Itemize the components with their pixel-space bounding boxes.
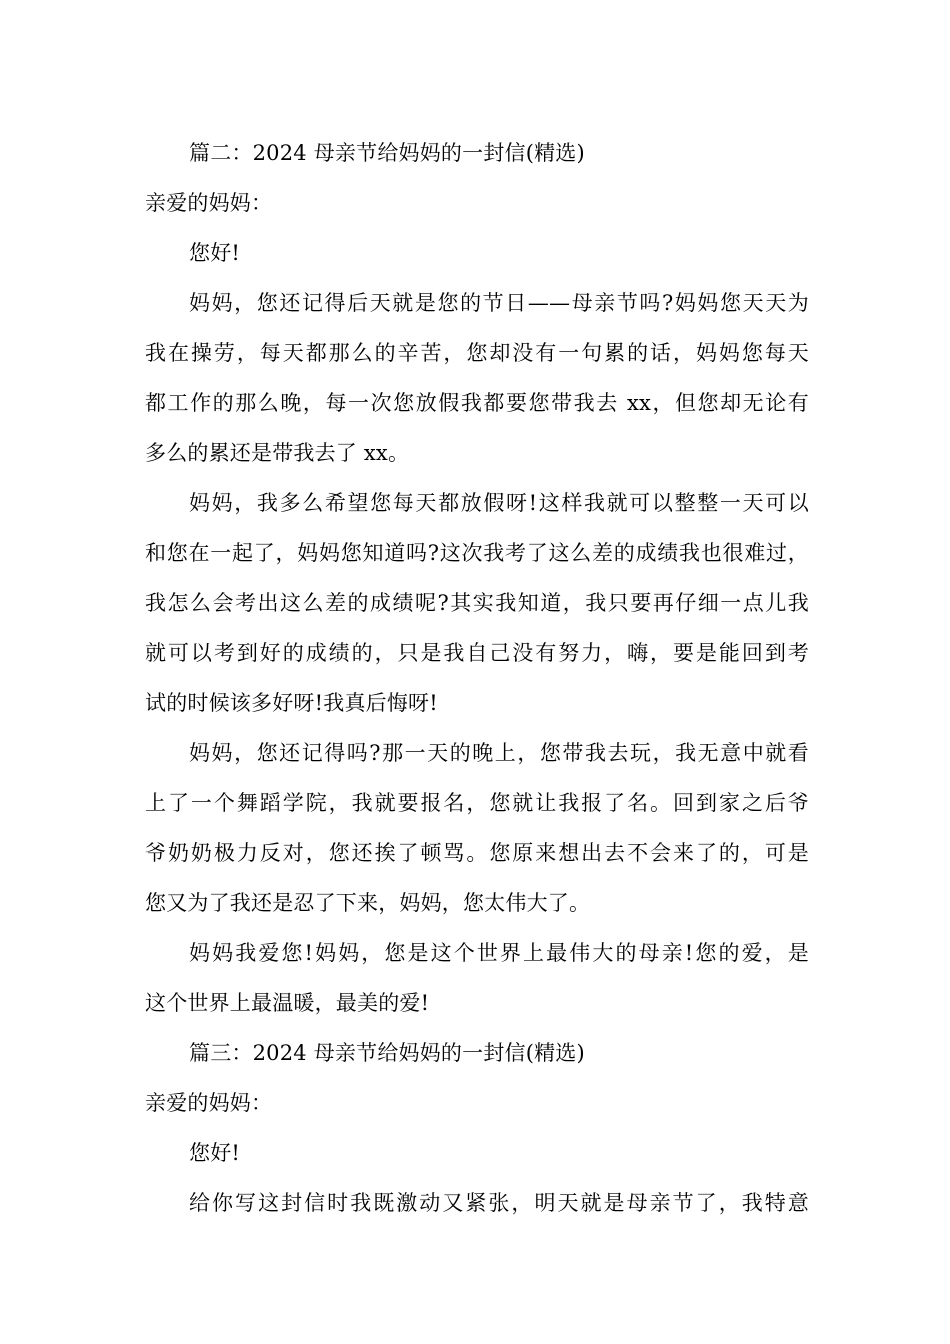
letter-body xyxy=(145,128,809,1228)
paragraph-line: 我怎么会考出这么差的成绩呢?其实我知道，我只要再仔细一点儿我 xyxy=(145,591,809,615)
paragraph-line: 试的时候该多好呀!我真后悔呀! xyxy=(145,691,438,715)
paragraph-line: 妈妈，您还记得吗?那一天的晚上，您带我去玩，我无意中就看 xyxy=(189,741,809,765)
salutation: 亲爱的妈妈： xyxy=(145,191,273,215)
paragraph-line: 上了一个舞蹈学院，我就要报名，您就让我报了名。回到家之后爷 xyxy=(145,791,809,815)
section-heading: 篇二：2024 母亲节给妈妈的一封信(精选) xyxy=(189,141,585,165)
paragraph-line: 妈妈，您还记得后天就是您的节日——母亲节吗?妈妈您天天为 xyxy=(189,291,809,315)
paragraph-line: 您又为了我还是忍了下来，妈妈，您太伟大了。 xyxy=(145,891,591,915)
paragraph-line: 都工作的那么晚，每一次您放假我都要您带我去 xx，但您却无论有 xyxy=(145,391,809,415)
paragraph-line: 爷奶奶极力反对，您还挨了顿骂。您原来想出去不会来了的，可是 xyxy=(145,841,809,865)
paragraph-line: 我在操劳，每天都那么的辛苦，您却没有一句累的话，妈妈您每天 xyxy=(145,341,809,365)
paragraph-line: 和您在一起了，妈妈您知道吗?这次我考了这么差的成绩我也很难过， xyxy=(145,541,809,565)
paragraph-line: 妈妈，我多么希望您每天都放假呀!这样我就可以整整一天可以 xyxy=(189,491,809,515)
paragraph-line: 多么的累还是带我去了 xx。 xyxy=(145,441,410,465)
greeting: 您好! xyxy=(189,1141,241,1165)
paragraph-line: 就可以考到好的成绩的，只是我自己没有努力，嗨，要是能回到考 xyxy=(145,641,809,665)
section-heading: 篇三：2024 母亲节给妈妈的一封信(精选) xyxy=(189,1041,585,1065)
paragraph-line: 这个世界上最温暖，最美的爱! xyxy=(145,991,430,1015)
paragraph-line: 妈妈我爱您!妈妈，您是这个世界上最伟大的母亲!您的爱，是 xyxy=(189,941,809,965)
greeting: 您好! xyxy=(189,241,241,265)
paragraph-line: 给你写这封信时我既激动又紧张，明天就是母亲节了，我特意 xyxy=(189,1191,809,1215)
salutation: 亲爱的妈妈： xyxy=(145,1091,273,1115)
